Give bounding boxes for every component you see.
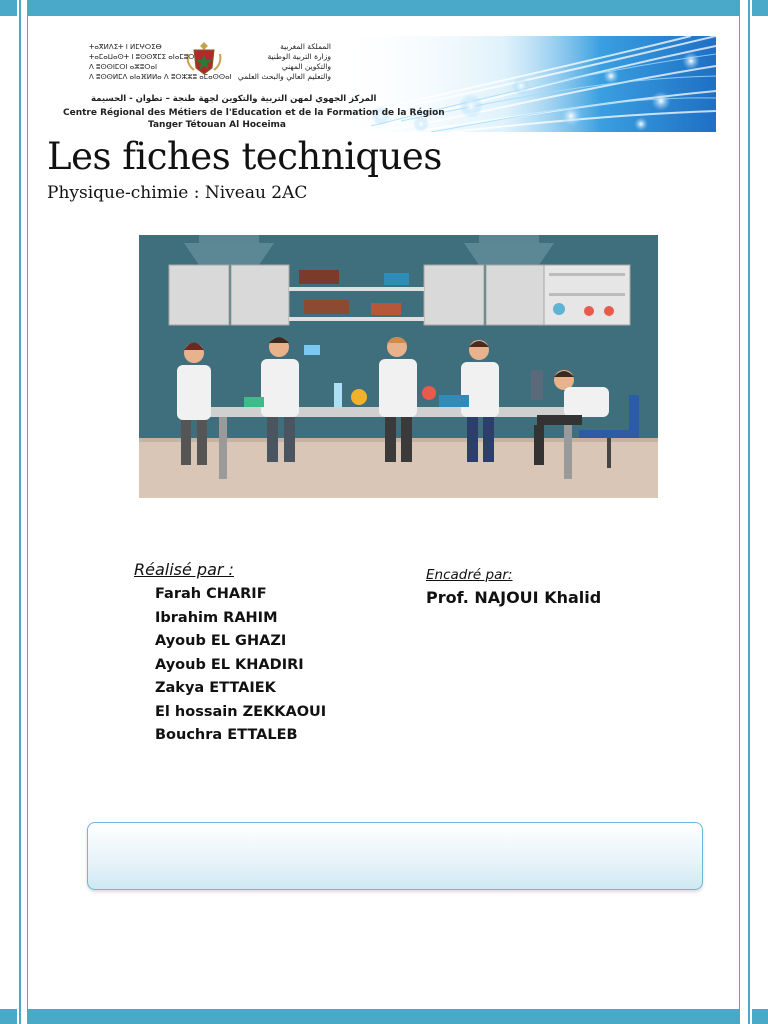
author-name: Ayoub EL KHADIRI bbox=[155, 656, 304, 673]
ministry-tifinagh-line: ⵜⴰⵎⴰⵡⴰⵙⵜ ⵏ ⵓⵙⵙⴳⵎⵉ ⴰⵏⴰⵎⵓⵔ bbox=[89, 53, 195, 61]
page-corner-top-left bbox=[0, 0, 17, 16]
document-title: Les fiches techniques bbox=[47, 135, 442, 178]
page-border-left-inner bbox=[27, 0, 28, 1024]
ministry-name-tifinagh bbox=[89, 42, 232, 82]
author-name: Farah CHARIF bbox=[155, 586, 267, 602]
authors-label: Réalisé par : bbox=[134, 560, 234, 579]
page-border-bottom bbox=[28, 1009, 740, 1024]
center-name-arabic: المركز الجهوي لمهن التربية والتكوين لجهة طنجة – تطوان - الحسيمة bbox=[91, 94, 377, 104]
supervisor-name: Prof. NAJOUI Khalid bbox=[426, 588, 602, 607]
page-border-top bbox=[28, 0, 740, 16]
page-corner-bottom-left bbox=[0, 1009, 17, 1024]
document-subtitle: Physique-chimie : Niveau 2AC bbox=[47, 183, 308, 203]
ministry-name-arabic bbox=[237, 42, 331, 82]
page-border-right-outer bbox=[748, 0, 750, 1024]
page-corner-top-right bbox=[752, 0, 768, 16]
page-corner-bottom-right bbox=[752, 1009, 768, 1024]
empty-rounded-text-box bbox=[87, 822, 703, 890]
page-border-right-inner bbox=[739, 0, 740, 1024]
ministry-arabic-line: المملكة المغربية bbox=[280, 42, 331, 51]
ministry-arabic-line: وزارة التربية الوطنية bbox=[267, 52, 331, 61]
institution-header-banner bbox=[51, 36, 716, 132]
author-name: El hossain ZEKKAOUI bbox=[155, 703, 327, 720]
author-name: Bouchra ETTALEB bbox=[155, 727, 298, 743]
ministry-arabic-line: والتعليم العالي والبحث العلمي bbox=[237, 72, 331, 81]
ministry-arabic-line: والتكوين المهني bbox=[281, 62, 331, 71]
supervisor-label: Encadré par: bbox=[426, 567, 513, 583]
author-name: Ibrahim RAHIM bbox=[155, 609, 278, 626]
ministry-tifinagh-line: ⴷ ⵓⵙⵙⵍⵎⴷ ⴰⵏⴰⴼⵍⵍⴰ ⴷ ⵓⵔⵣⵣⵓ ⴰⵎⴰⵙⵙⴰⵏ bbox=[89, 73, 232, 81]
ministry-tifinagh-line: ⵜⴰⴳⵍⴷⵉⵜ ⵏ ⵍⵎⵖⵔⵉⴱ bbox=[89, 43, 162, 51]
center-name-french-line2: Tanger Tétouan Al Hoceima bbox=[148, 120, 287, 130]
author-name: Zakya ETTAIEK bbox=[155, 680, 276, 696]
author-name: Ayoub EL GHAZI bbox=[155, 633, 287, 649]
center-name-french-line1: Centre Régional des Métiers de l'Education et de la Formation de la Région bbox=[63, 108, 445, 118]
lab-floor bbox=[139, 440, 658, 498]
ministry-tifinagh-line: ⴷ ⵓⵙⵙⵏⵎⵔⵏ ⴰⵣⵓⵔⴰⵏ bbox=[89, 63, 158, 71]
laboratory-scientists-illustration bbox=[139, 235, 658, 498]
authors-list bbox=[155, 584, 326, 749]
page-border-left-outer bbox=[19, 0, 21, 1024]
